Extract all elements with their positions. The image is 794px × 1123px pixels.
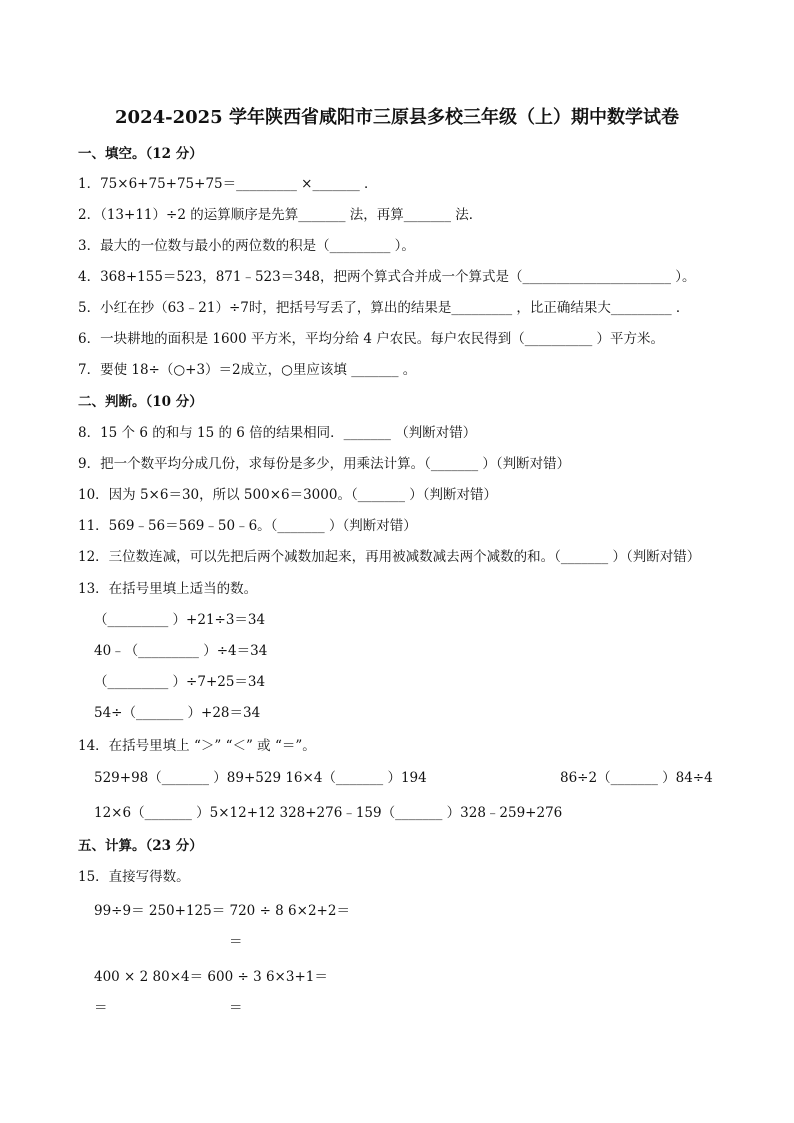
- question-13-item: 54÷（_______ ）+28＝34: [94, 705, 261, 721]
- section-fill-in-heading: 一、填空。（12 分）: [78, 146, 203, 162]
- question-15-row2-continuation: ＝: [94, 1000, 108, 1016]
- question-4: 4．368+155＝523，871﹣523＝348，把两个算式合并成一个算式是（______________________ ）。: [78, 269, 696, 285]
- question-13-item: （_________ ）÷7+25＝34: [94, 674, 266, 690]
- question-14-row1-right: 86÷2（_______ ）84÷4: [560, 770, 713, 786]
- section-calc-heading: 五、计算。（23 分）: [78, 838, 203, 854]
- question-2: 2．（13+11）÷2 的运算顺序是先算_______ 法，再算_______ 法．: [78, 207, 483, 223]
- question-13-item: 40﹣（_________ ）÷4＝34: [94, 643, 268, 659]
- page-title: 2024-2025 学年陕西省咸阳市三原县多校三年级（上）期中数学试卷: [115, 107, 679, 128]
- question-7: 7．要使 18÷（○+3）＝2成立，○里应该填 _______ 。: [78, 362, 417, 378]
- question-15: 15．直接写得数。: [78, 869, 190, 885]
- section-judge-heading: 二、判断。（10 分）: [78, 394, 203, 410]
- question-13: 13．在括号里填上适当的数。: [78, 581, 258, 597]
- question-11: 11．569﹣56＝569﹣50﹣6。（_______ ）（判断对错）: [78, 518, 417, 534]
- question-15-row1: 99÷9＝ 250+125＝ 720 ÷ 8 6×2+2＝: [94, 903, 350, 919]
- question-3: 3．最大的一位数与最小的两位数的积是（_________ ）。: [78, 238, 415, 254]
- question-14-row1-left: 529+98（_______ ）89+529 16×4（_______ ）194: [94, 770, 427, 786]
- question-15-row2-continuation: ＝: [229, 1000, 243, 1016]
- question-10: 10．因为 5×6＝30，所以 500×6＝3000。（_______ ）（判断对错）: [78, 487, 497, 503]
- question-14-row2: 12×6（_______ ）5×12+12 328+276﹣159（_______ ）328﹣259+276: [94, 805, 563, 821]
- question-8: 8．15 个 6 的和与 15 的 6 倍的结果相同．_______ （判断对错）: [78, 425, 477, 441]
- question-6: 6．一块耕地的面积是 1600 平方米，平均分给 4 户农民。每户农民得到（__________ ）平方米。: [78, 331, 664, 347]
- question-15-row2: 400 × 2 80×4＝ 600 ÷ 3 6×3+1＝: [94, 969, 328, 985]
- question-9: 9．把一个数平均分成几份，求每份是多少，用乘法计算。（_______ ）（判断对错）: [78, 456, 571, 472]
- question-1: 1．75×6+75+75+75＝_________ ×_______ ．: [78, 176, 378, 192]
- question-14: 14．在括号里填上 “＞” “＜” 或 “＝”。: [78, 738, 316, 754]
- question-15-row1-continuation: ＝: [229, 934, 243, 950]
- question-5: 5．小红在抄（63﹣21）÷7时，把括号写丢了，算出的结果是_________ ，比正确结果大_________ ．: [78, 300, 690, 316]
- question-12: 12．三位数连减，可以先把后两个减数加起来，再用被减数减去两个减数的和。（_______ ）（判断对错）: [78, 549, 701, 565]
- question-13-item: （_________ ）+21÷3＝34: [94, 612, 266, 628]
